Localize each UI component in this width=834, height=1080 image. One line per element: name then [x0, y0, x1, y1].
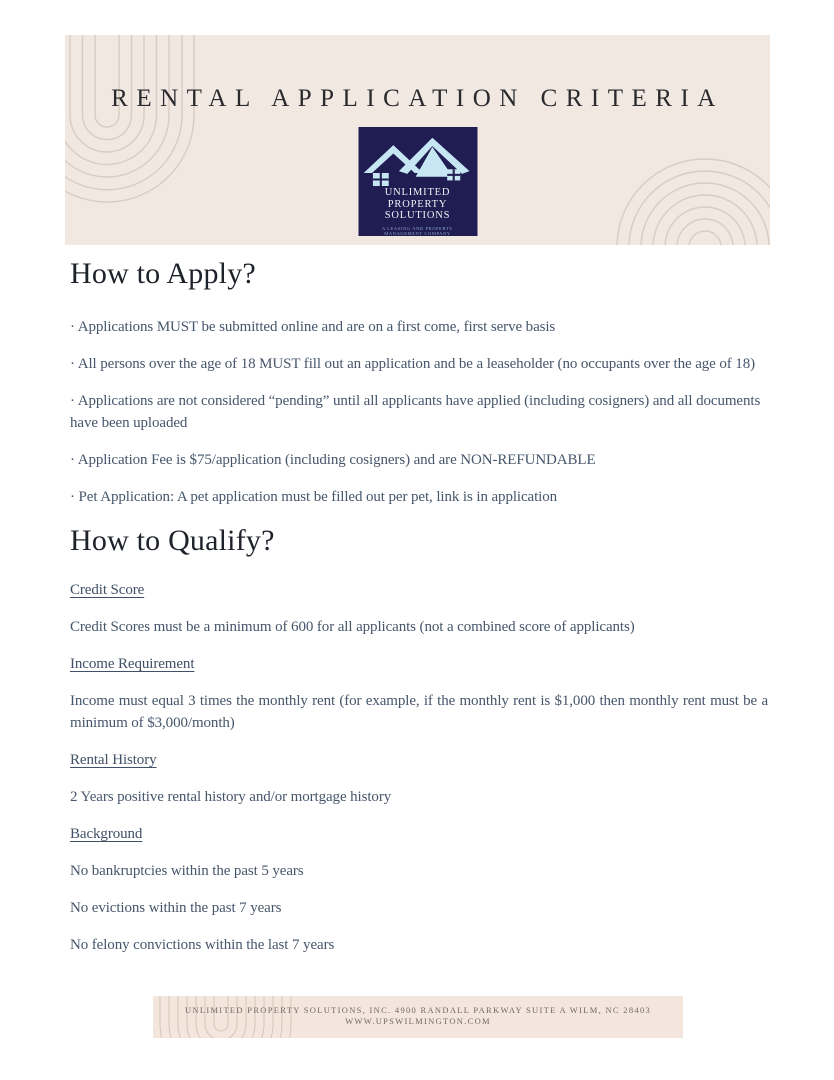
credit-score-requirement: Credit Scores must be a minimum of 600 for all applicants (not a combined score of applicants)	[70, 619, 635, 635]
apply-bullet-age-18: · All persons over the age of 18 MUST fill out an application and be a leaseholder (no occupants over the age of 18)	[70, 356, 756, 372]
rental-history-requirement: 2 Years positive rental history and/or mortgage history	[70, 789, 392, 805]
income-requirement-text: Income must equal 3 times the monthly rent (for example, if the monthly rent is $1,000 then monthly rent must be a minimum of $3,000/month)	[70, 693, 768, 731]
logo-name-line1: UNLIMITED	[384, 187, 451, 198]
logo-tagline-line1: A LEASING AND PROPERTY	[381, 225, 454, 231]
apply-bullet-online-submission: · Applications MUST be submitted online and are on a first come, first serve basis	[70, 319, 556, 335]
house-roof-icon	[362, 134, 474, 186]
document-title: RENTAL APPLICATION CRITERIA	[111, 85, 724, 112]
document-body	[70, 256, 768, 971]
logo-tagline-line2: MANAGEMENT COMPANY	[384, 231, 451, 236]
subheading-background: Background	[70, 826, 143, 842]
apply-bullet-application-fee: · Application Fee is $75/application (including cosigners) and are NON-REFUNDABLE	[70, 452, 596, 468]
logo-name-line2: PROPERTY	[387, 198, 448, 210]
logo-company-name	[358, 187, 477, 222]
background-no-bankruptcies: No bankruptcies within the past 5 years	[70, 863, 304, 879]
apply-bullet-pending-status: · Applications are not considered “pending” until all applicants have applied (including cosigners) and all documents have been uploaded	[70, 393, 761, 431]
section-heading-how-to-apply: How to Apply?	[70, 257, 256, 290]
footer-text	[153, 1005, 683, 1027]
apply-bullet-pet-application: · Pet Application: A pet application must be filled out per pet, link is in application	[70, 489, 558, 505]
background-no-felonies: No felony convictions within the last 7 years	[70, 937, 335, 953]
logo-tagline	[358, 226, 477, 237]
header-banner	[65, 35, 770, 245]
subheading-income-requirement: Income Requirement	[70, 656, 195, 672]
background-no-evictions: No evictions within the past 7 years	[70, 900, 282, 916]
footer-banner	[153, 996, 683, 1038]
footer-website-url: WWW.UPSWILMINGTON.COM	[345, 1016, 491, 1026]
company-logo	[358, 127, 477, 236]
subheading-credit-score: Credit Score	[70, 582, 145, 598]
footer-address-line: UNLIMITED PROPERTY SOLUTIONS, INC. 4900 RANDALL PARKWAY SUITE A WILM, NC 28403	[184, 1005, 652, 1015]
arc-decoration-bottom-right	[617, 159, 770, 245]
logo-name-line3: SOLUTIONS	[384, 210, 451, 221]
section-heading-how-to-qualify: How to Qualify?	[70, 524, 275, 557]
arc-decoration-top-left	[65, 35, 194, 202]
subheading-rental-history: Rental History	[70, 752, 157, 768]
